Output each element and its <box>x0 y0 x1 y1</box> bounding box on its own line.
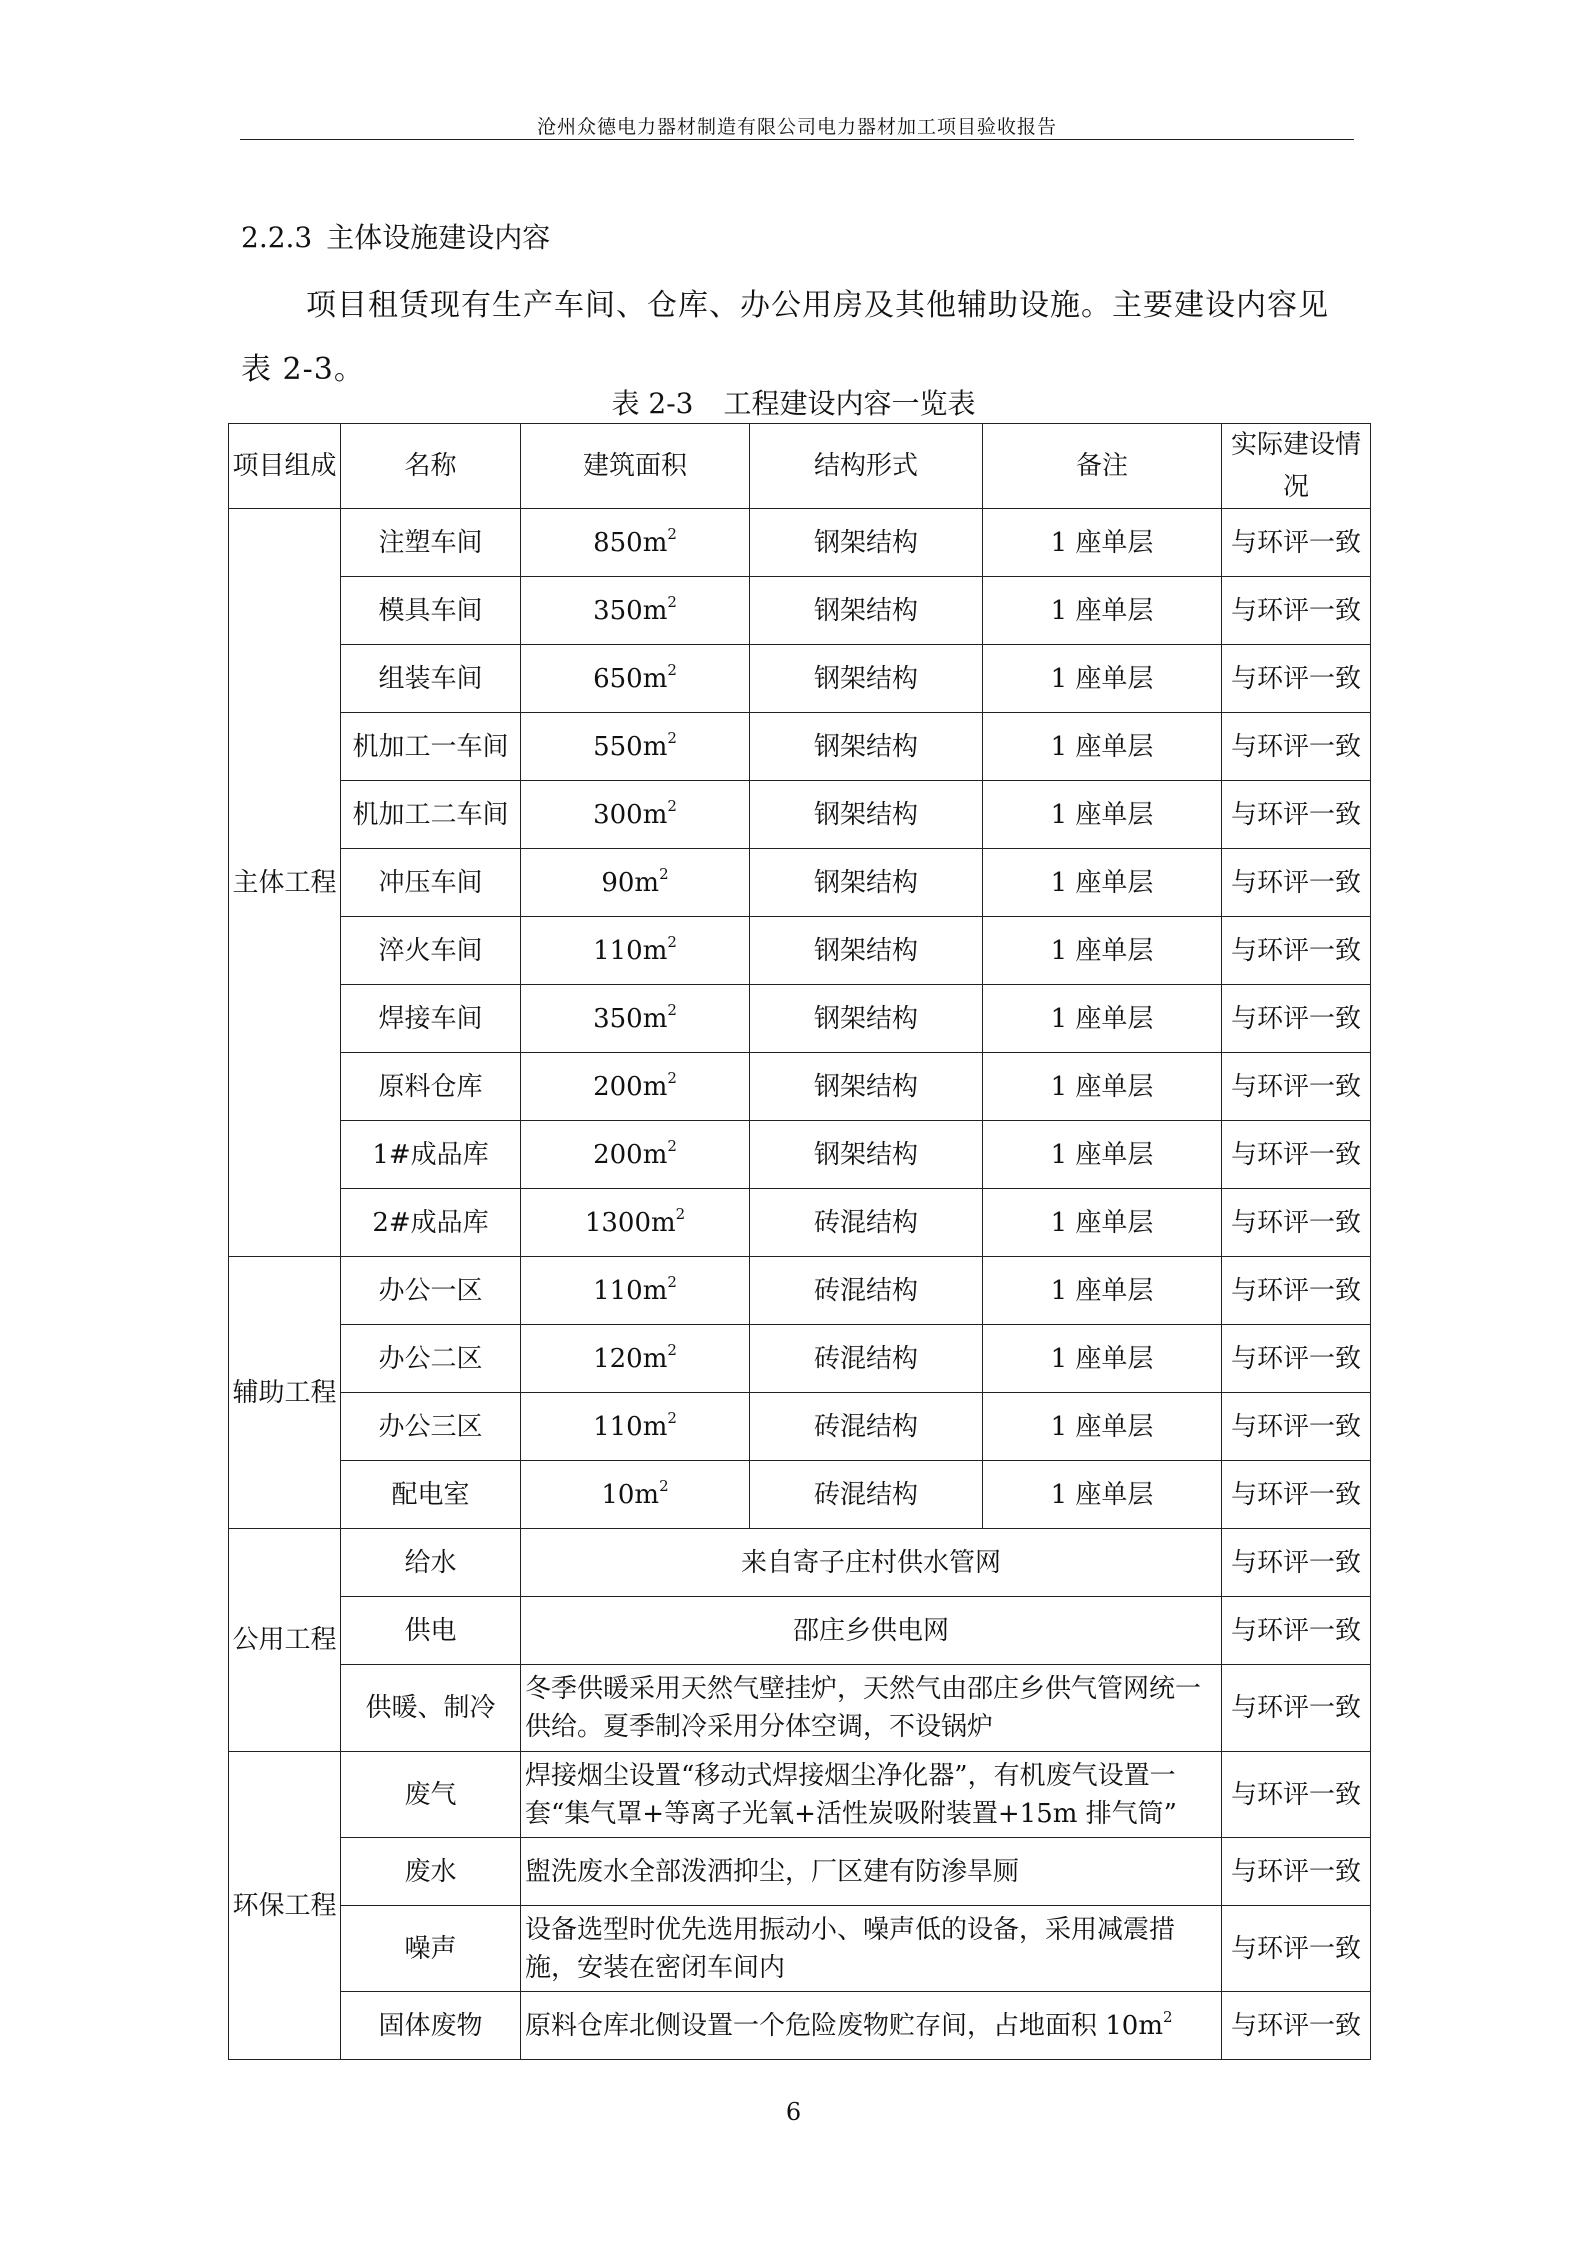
description-cell <box>521 1665 1222 1752</box>
table-row <box>229 509 1371 577</box>
structure-cell: 钢架结构 <box>750 1053 983 1121</box>
actual-cell: 与环评一致 <box>1222 1752 1371 1838</box>
group-cell: 公用工程 <box>229 1529 341 1752</box>
table-row <box>229 1529 1371 1597</box>
group-cell: 环保工程 <box>229 1752 341 2060</box>
group-cell: 主体工程 <box>229 509 341 1257</box>
area-superscript: 2 <box>675 1204 686 1223</box>
table-row <box>229 985 1371 1053</box>
area-superscript: 2 <box>667 1136 677 1155</box>
structure-cell: 砖混结构 <box>750 1257 983 1325</box>
header-cell-remark: 备注 <box>983 424 1222 509</box>
table-row <box>229 1461 1371 1529</box>
table-row <box>229 1665 1371 1752</box>
header-cell-name: 名称 <box>341 424 521 509</box>
table-row <box>229 645 1371 713</box>
page-number: 6 <box>785 2098 802 2126</box>
area-value: 1300m <box>584 1207 676 1238</box>
area-cell <box>521 781 750 849</box>
name-cell: 模具车间 <box>341 577 521 645</box>
actual-cell: 与环评一致 <box>1222 577 1371 645</box>
description-text: 冬季供暖采用天然气壁挂炉，天然气由邵庄乡供气管网统一供给。夏季制冷采用分体空调，不设锅炉 <box>525 1674 1202 1742</box>
table-row <box>229 1325 1371 1393</box>
table-row <box>229 1597 1371 1665</box>
name-cell: 供暖、制冷 <box>341 1665 521 1752</box>
area-superscript: 2 <box>659 864 669 883</box>
area-superscript: 2 <box>667 796 677 815</box>
remark-cell: 1 座单层 <box>983 849 1222 917</box>
table-row <box>229 1992 1371 2060</box>
table-row <box>229 781 1371 849</box>
remark-cell: 1 座单层 <box>983 1189 1222 1257</box>
name-cell: 机加工一车间 <box>341 713 521 781</box>
structure-cell: 钢架结构 <box>750 577 983 645</box>
area-value: 120m <box>593 1343 668 1374</box>
name-cell: 原料仓库 <box>341 1053 521 1121</box>
area-value: 550m <box>593 731 668 762</box>
description-cell <box>521 1838 1222 1906</box>
name-cell: 给水 <box>341 1529 521 1597</box>
area-superscript: 2 <box>659 1476 669 1495</box>
actual-cell: 与环评一致 <box>1222 781 1371 849</box>
structure-cell: 钢架结构 <box>750 645 983 713</box>
header-cell-area: 建筑面积 <box>521 424 750 509</box>
remark-cell: 1 座单层 <box>983 1257 1222 1325</box>
actual-cell: 与环评一致 <box>1222 849 1371 917</box>
remark-cell: 1 座单层 <box>983 1121 1222 1189</box>
area-value: 850m <box>593 527 668 558</box>
section-number: 2.2.3 <box>241 221 313 254</box>
area-value: 200m <box>593 1139 668 1170</box>
header-cell-structure: 结构形式 <box>750 424 983 509</box>
name-cell: 组装车间 <box>341 645 521 713</box>
name-cell: 噪声 <box>341 1906 521 1992</box>
name-cell: 供电 <box>341 1597 521 1665</box>
actual-cell: 与环评一致 <box>1222 713 1371 781</box>
structure-cell: 砖混结构 <box>750 1461 983 1529</box>
table-row <box>229 1053 1371 1121</box>
name-cell: 机加工二车间 <box>341 781 521 849</box>
table-row <box>229 1752 1371 1838</box>
table-row <box>229 849 1371 917</box>
area-value: 200m <box>593 1071 668 1102</box>
section-heading <box>241 216 550 256</box>
table-row <box>229 713 1371 781</box>
page-header: 沧州众德电力器材制造有限公司电力器材加工项目验收报告 <box>536 116 1057 138</box>
header-divider <box>240 139 1354 140</box>
table-row <box>229 1189 1371 1257</box>
structure-cell: 钢架结构 <box>750 985 983 1053</box>
description-text: 来自寄子庄村供水管网 <box>740 1547 1001 1578</box>
area-cell <box>521 713 750 781</box>
area-cell <box>521 917 750 985</box>
table-row <box>229 1121 1371 1189</box>
remark-cell: 1 座单层 <box>983 577 1222 645</box>
area-value: 90m <box>601 867 660 898</box>
area-value: 110m <box>593 935 668 966</box>
name-cell: 办公一区 <box>341 1257 521 1325</box>
area-cell <box>521 849 750 917</box>
description-text: 盥洗废水全部泼洒抑尘，厂区建有防渗旱厕 <box>525 1856 1020 1887</box>
description-text: 原料仓库北侧设置一个危险废物贮存间，占地面积 10m <box>525 2010 1164 2041</box>
name-cell: 冲压车间 <box>341 849 521 917</box>
area-cell <box>521 1257 750 1325</box>
area-cell <box>521 1053 750 1121</box>
area-cell <box>521 645 750 713</box>
construction-table <box>228 423 1371 2060</box>
structure-cell: 砖混结构 <box>750 1325 983 1393</box>
area-superscript: 2 <box>1163 2007 1173 2026</box>
description-cell <box>521 1597 1222 1665</box>
actual-cell: 与环评一致 <box>1222 645 1371 713</box>
area-superscript: 2 <box>667 1272 677 1291</box>
name-cell: 淬火车间 <box>341 917 521 985</box>
area-superscript: 2 <box>667 1068 677 1087</box>
header-cell-component: 项目组成 <box>229 424 341 509</box>
actual-cell: 与环评一致 <box>1222 1325 1371 1393</box>
area-cell <box>521 509 750 577</box>
table-caption-number: 表 2-3 <box>611 387 694 420</box>
description-cell <box>521 1906 1222 1992</box>
area-superscript: 2 <box>667 1408 677 1427</box>
description-cell <box>521 1529 1222 1597</box>
area-superscript: 2 <box>667 660 677 679</box>
description-text: 邵庄乡供电网 <box>792 1615 949 1646</box>
area-cell <box>521 1461 750 1529</box>
remark-cell: 1 座单层 <box>983 1053 1222 1121</box>
description-text: 设备选型时优先选用振动小、噪声低的设备，采用减震措施，安装在密闭车间内 <box>525 1914 1176 1983</box>
area-superscript: 2 <box>667 592 677 611</box>
group-cell: 辅助工程 <box>229 1257 341 1529</box>
actual-cell: 与环评一致 <box>1222 1121 1371 1189</box>
area-cell <box>521 985 750 1053</box>
table-row <box>229 1257 1371 1325</box>
actual-cell: 与环评一致 <box>1222 1529 1371 1597</box>
structure-cell: 钢架结构 <box>750 849 983 917</box>
area-cell <box>521 1325 750 1393</box>
structure-cell: 钢架结构 <box>750 1121 983 1189</box>
area-cell <box>521 1189 750 1257</box>
structure-cell: 钢架结构 <box>750 917 983 985</box>
body-paragraph: 项目租赁现有生产车间、仓库、办公用房及其他辅助设施。主要建设内容见表 2-3。 <box>241 288 1329 387</box>
structure-cell: 砖混结构 <box>750 1189 983 1257</box>
actual-cell: 与环评一致 <box>1222 1665 1371 1752</box>
remark-cell: 1 座单层 <box>983 1325 1222 1393</box>
description-text: 焊接烟尘设置“移动式焊接烟尘净化器”，有机废气设置一套“集气罩+等离子光氧+活性炭吸附装置+15m 排气筒” <box>525 1760 1177 1829</box>
area-value: 650m <box>593 663 668 694</box>
name-cell: 2#成品库 <box>341 1189 521 1257</box>
actual-cell: 与环评一致 <box>1222 1461 1371 1529</box>
name-cell: 办公三区 <box>341 1393 521 1461</box>
area-superscript: 2 <box>667 932 677 951</box>
remark-cell: 1 座单层 <box>983 781 1222 849</box>
table-row <box>229 577 1371 645</box>
area-cell <box>521 577 750 645</box>
area-value: 110m <box>593 1411 668 1442</box>
remark-cell: 1 座单层 <box>983 509 1222 577</box>
table-caption-title: 工程建设内容一览表 <box>723 387 976 420</box>
area-value: 10m <box>601 1479 660 1510</box>
name-cell: 固体废物 <box>341 1992 521 2060</box>
name-cell: 办公二区 <box>341 1325 521 1393</box>
table-header-row <box>229 424 1371 509</box>
actual-cell: 与环评一致 <box>1222 1992 1371 2060</box>
area-superscript: 2 <box>667 1340 677 1359</box>
structure-cell: 钢架结构 <box>750 509 983 577</box>
actual-cell: 与环评一致 <box>1222 1597 1371 1665</box>
section-title: 主体设施建设内容 <box>326 221 551 254</box>
name-cell: 废气 <box>341 1752 521 1838</box>
area-value: 300m <box>593 799 668 830</box>
name-cell: 焊接车间 <box>341 985 521 1053</box>
structure-cell: 砖混结构 <box>750 1393 983 1461</box>
table-row <box>229 1838 1371 1906</box>
actual-cell: 与环评一致 <box>1222 1257 1371 1325</box>
name-cell: 注塑车间 <box>341 509 521 577</box>
name-cell: 1#成品库 <box>341 1121 521 1189</box>
remark-cell: 1 座单层 <box>983 713 1222 781</box>
actual-cell: 与环评一致 <box>1222 1189 1371 1257</box>
remark-cell: 1 座单层 <box>983 645 1222 713</box>
remark-cell: 1 座单层 <box>983 1461 1222 1529</box>
area-cell <box>521 1121 750 1189</box>
table-caption <box>0 382 1587 422</box>
description-cell <box>521 1752 1222 1838</box>
name-cell: 废水 <box>341 1838 521 1906</box>
area-superscript: 2 <box>667 1000 677 1019</box>
area-cell <box>521 1393 750 1461</box>
remark-cell: 1 座单层 <box>983 1393 1222 1461</box>
table-row <box>229 1393 1371 1461</box>
area-superscript: 2 <box>667 728 677 747</box>
area-value: 350m <box>593 1003 668 1034</box>
description-cell <box>521 1992 1222 2060</box>
remark-cell: 1 座单层 <box>983 985 1222 1053</box>
table-row <box>229 1906 1371 1992</box>
structure-cell: 钢架结构 <box>750 713 983 781</box>
actual-cell: 与环评一致 <box>1222 1906 1371 1992</box>
actual-cell: 与环评一致 <box>1222 1838 1371 1906</box>
structure-cell: 钢架结构 <box>750 781 983 849</box>
area-value: 350m <box>593 595 668 626</box>
name-cell: 配电室 <box>341 1461 521 1529</box>
area-value: 110m <box>593 1275 668 1306</box>
actual-cell: 与环评一致 <box>1222 985 1371 1053</box>
actual-cell: 与环评一致 <box>1222 917 1371 985</box>
actual-cell: 与环评一致 <box>1222 1393 1371 1461</box>
remark-cell: 1 座单层 <box>983 917 1222 985</box>
table-row <box>229 917 1371 985</box>
header-cell-actual: 实际建设情况 <box>1222 424 1371 509</box>
area-superscript: 2 <box>667 524 677 543</box>
actual-cell: 与环评一致 <box>1222 1053 1371 1121</box>
actual-cell: 与环评一致 <box>1222 509 1371 577</box>
